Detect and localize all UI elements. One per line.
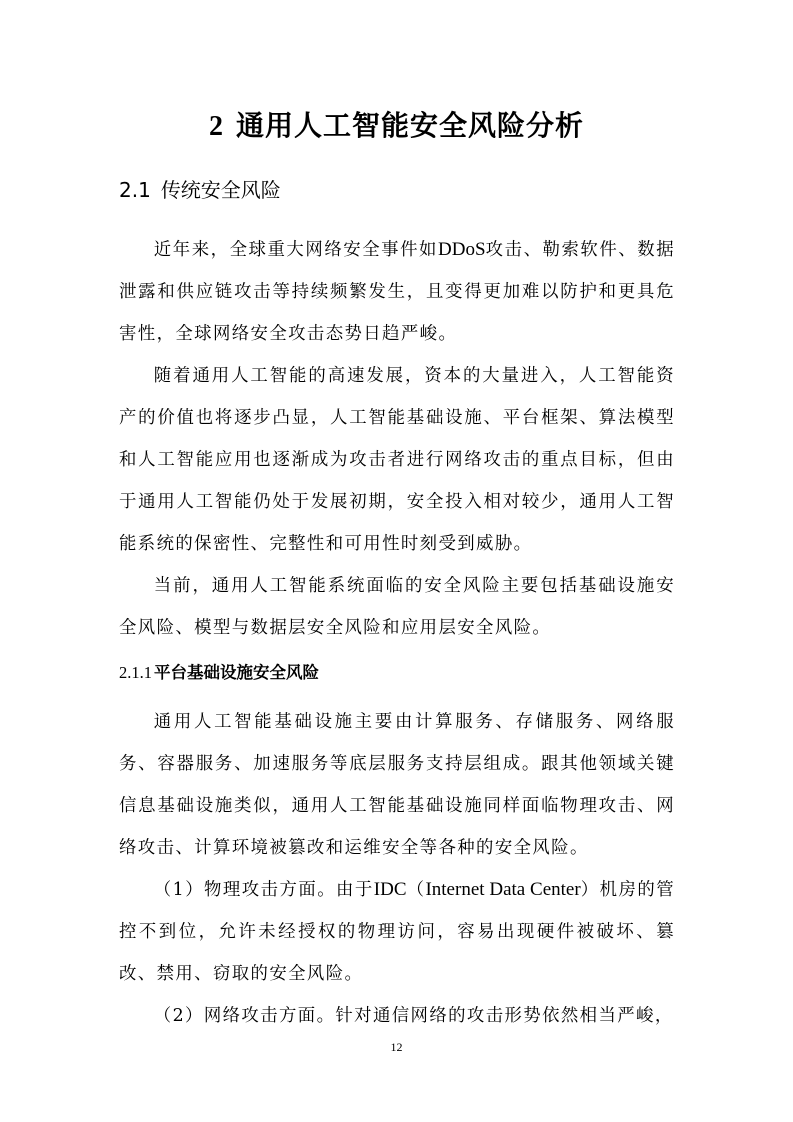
paragraph-infrastructure: 通用人工智能基础设施主要由计算服务、存储服务、网络服务、容器服务、加速服务等底层服务支持层组成。跟其他领域关键信息基础设施类似，通用人工智能基础设施同样面临物理攻击、网络攻击、计算环境被篡改和运维安全等各种的安全风险。 <box>119 712 675 858</box>
section-title-text: 传统安全风险 <box>160 178 281 202</box>
paragraph-network-attack: （2）网络攻击方面。针对通信网络的攻击形势依然相当严峻， <box>153 1006 674 1026</box>
chapter-title <box>0 106 793 147</box>
text-segment: （ <box>406 880 426 900</box>
paragraph-current-risks: 当前，通用人工智能系统面临的安全风险主要包括基础设施安全风险、模型与数据层安全风险和应用层安全风险。 <box>119 576 675 638</box>
latin-term: Internet Data Center <box>425 879 581 900</box>
latin-term: DDoS <box>438 239 486 260</box>
chapter-number: 2 <box>208 111 224 142</box>
paragraph-recent-events <box>119 229 675 355</box>
chapter-title-text: 通用人工智能安全风险分析 <box>235 109 584 142</box>
section-title <box>119 175 281 205</box>
subsection-number: 2.1.1 <box>119 663 152 682</box>
text-segment: 近年来，全球重大网络安全事件如 <box>153 240 438 260</box>
paragraph-agi-development: 随着通用人工智能的高速发展，资本的大量进入，人工智能资产的价值也将逐步凸显，人工智能基础设施、平台框架、算法模型和人工智能应用也逐渐成为攻击者进行网络攻击的重点目标，但由于通用人工智能仍处于发展初期，安全投入相对较少，通用人工智能系统的保密性、完整性和可用性时刻受到威胁。 <box>119 366 675 554</box>
text-segment: 攻击、勒索软件、数据泄露和供应链攻击等持续频繁发生，且变得更加难以防护和更具危害性，全球网络安全攻击态势日趋严峻。 <box>119 240 675 344</box>
latin-term: IDC <box>373 879 407 900</box>
subsection-title <box>119 660 319 686</box>
section-number: 2.1 <box>119 178 151 202</box>
page-number: 12 <box>390 1040 403 1054</box>
paragraph-physical-attack <box>119 869 675 995</box>
text-segment: （1）物理攻击方面。由于 <box>153 880 374 900</box>
subsection-title-text: 平台基础设施安全风险 <box>154 663 319 682</box>
text-segment: ）机房的管控不到位，允许未经授权的物理访问，容易出现硬件被破坏、篡改、禁用、窃取的安全风险。 <box>119 880 675 984</box>
